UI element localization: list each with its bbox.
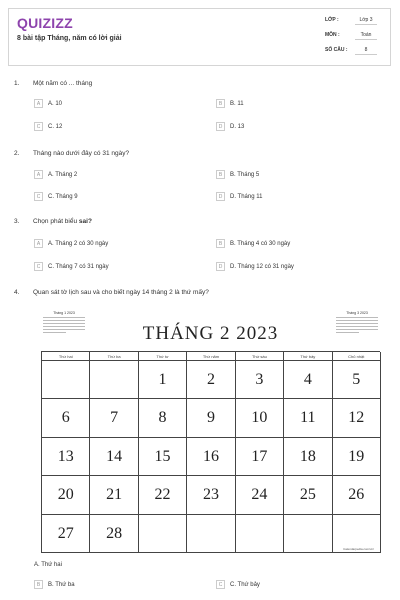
meta-count-label: SỐ CÂU : [325,47,348,53]
weekday-header: Thứ năm [187,352,235,361]
option-letter: A [34,99,43,108]
option-letter: C [216,580,225,589]
calendar-title: THÁNG 2 2023 [142,323,279,344]
option-letter: C [34,262,43,271]
weekday-header: Thứ sáu [236,352,284,361]
option-letter: C [34,192,43,201]
calendar-empty-cell [42,361,90,399]
worksheet-title: 8 bài tập Tháng, năm có lời giải [17,35,122,42]
option-d[interactable] [216,262,294,271]
meta-subject-value: Toán [355,32,377,40]
option-text: A. Thứ hai [34,562,62,568]
option-letter: D [216,192,225,201]
option-text: A. 10 [48,100,63,107]
option-text: D. 13 [230,123,245,130]
calendar-day: 3 [236,361,284,399]
option-a[interactable] [34,239,108,248]
option-a[interactable] [34,99,62,108]
calendar-day: 28 [90,515,138,553]
option-c[interactable] [34,192,78,201]
meta-count-value: 8 [355,47,377,55]
option-text: B. Tháng 5 [230,171,260,178]
option-letter: B [216,170,225,179]
option-letter: D [216,262,225,271]
calendar-day: 15 [139,438,187,476]
question-text: Quan sát tờ lịch sau và cho biết ngày 14 tháng 2 là thứ mấy? [33,289,209,296]
option-d[interactable] [216,122,244,131]
meta-subject-label: MÔN : [325,32,340,38]
option-c[interactable] [216,580,260,589]
calendar-day: 23 [187,476,235,514]
calendar-day: 13 [42,438,90,476]
calendar-empty-cell [236,515,284,553]
option-letter: B [34,580,43,589]
calendar-empty-cell [187,515,235,553]
question-text: Chọn phát biểu [33,218,79,225]
calendar-day: 7 [90,399,138,437]
calendar-day: 19 [333,438,381,476]
option-text: C. 12 [48,123,63,130]
option-letter: B [216,99,225,108]
question-1 [14,80,92,87]
calendar-day: 22 [139,476,187,514]
option-b[interactable] [216,170,259,179]
calendar-image [41,309,380,553]
calendar-day: 27 [42,515,90,553]
option-text: A. Tháng 2 có 30 ngày [48,240,109,247]
option-text: B. Thứ ba [48,581,75,588]
calendar-day: 14 [90,438,138,476]
option-c[interactable] [34,122,62,131]
option-text: C. Tháng 9 [48,193,78,200]
calendar-day: 12 [333,399,381,437]
question-number: 3. [14,218,20,225]
option-text: A. Tháng 2 [48,171,78,178]
calendar-day: 2 [187,361,235,399]
option-text: B. 11 [230,100,244,107]
calendar-empty-cell [284,515,332,553]
question-number: 2. [14,150,20,157]
calendar-day: 11 [284,399,332,437]
mini-calendar-title: Tháng 3 2023 [346,311,368,315]
option-text: D. Tháng 12 có 31 ngày [230,263,294,270]
option-text: C. Thứ bảy [230,581,260,588]
option-b[interactable] [216,99,244,108]
option-letter: A [34,170,43,179]
meta-count [325,47,377,55]
option-c[interactable] [34,262,109,271]
question-number: 4. [14,289,20,296]
option-letter: D [216,122,225,131]
calendar-day: 16 [187,438,235,476]
calendar-empty-cell [139,515,187,553]
weekday-header: Thứ bảy [284,352,332,361]
calendar-day: 10 [236,399,284,437]
meta-grade-value: Lớp 3 [355,17,377,25]
calendar-day: 4 [284,361,332,399]
option-text: D. Tháng 11 [230,193,263,200]
calendar-grid [41,351,380,553]
meta-subject [325,32,377,40]
weekday-header: Chủ nhật [333,352,381,361]
calendar-day: 17 [236,438,284,476]
calendar-empty-cell [90,361,138,399]
calendar-day: 6 [42,399,90,437]
weekday-header: Thứ hai [42,352,90,361]
calendar-day: 18 [284,438,332,476]
question-4 [14,289,209,296]
option-text: B. Tháng 4 có 30 ngày [230,240,291,247]
option-letter: B [216,239,225,248]
calendar-day: 8 [139,399,187,437]
calendar-day: 26 [333,476,381,514]
question-text-emphasis: sai? [78,218,92,225]
question-text: Một năm có ... tháng [33,80,93,87]
calendar-day: 25 [284,476,332,514]
meta-grade-label: LỚP : [325,17,339,23]
question-text: Tháng nào dưới đây có 31 ngày? [33,150,130,157]
mini-calendar-title: Tháng 1 2023 [53,311,75,315]
quizizz-logo: QUIZIZZ [17,15,73,31]
calendar-day: 21 [90,476,138,514]
option-d[interactable] [216,192,262,201]
calendar-day: 9 [187,399,235,437]
calendar-day: 1 [139,361,187,399]
option-letter: A [34,239,43,248]
option-a[interactable] [34,562,62,568]
option-b[interactable] [216,239,290,248]
option-a[interactable] [34,170,77,179]
option-text: C. Tháng 7 có 31 ngày [48,263,109,270]
calendar-day: 5 [333,361,381,399]
meta-grade [325,17,377,25]
question-number: 1. [14,80,20,87]
question-3 [14,218,92,225]
option-letter: C [34,122,43,131]
weekday-header: Thứ ba [90,352,138,361]
question-2 [14,150,129,157]
weekday-header: Thứ tư [139,352,187,361]
calendar-source: Calendarpedia.com/vn/ [343,547,374,551]
option-b[interactable] [34,580,75,589]
calendar-day: 24 [236,476,284,514]
calendar-day: 20 [42,476,90,514]
